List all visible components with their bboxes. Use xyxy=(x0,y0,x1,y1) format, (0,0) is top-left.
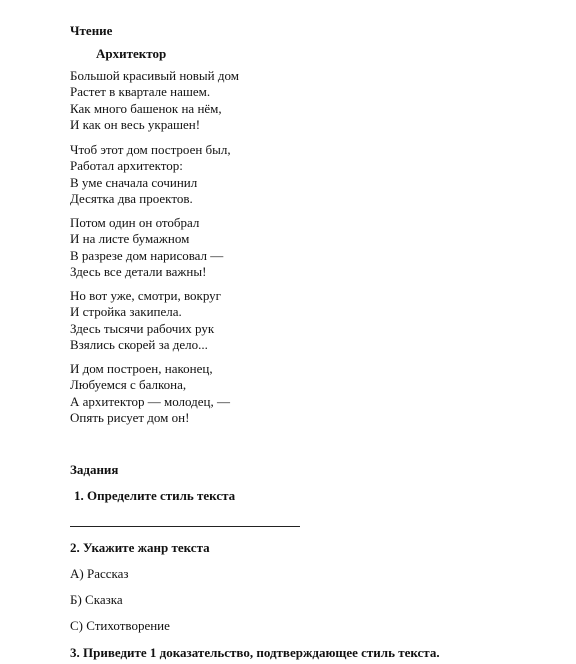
poem-line: Здесь все детали важны! xyxy=(70,264,207,280)
section-title: Чтение xyxy=(70,23,113,38)
poem-stanza xyxy=(70,68,239,134)
poem-line: И стройка закипела. xyxy=(70,304,182,320)
poem-line: Любуемся с балкона, xyxy=(70,377,187,393)
poem-line: Как много башенок на нём, xyxy=(70,100,222,116)
poem-line: В уме сначала сочинил xyxy=(70,174,198,190)
question-1: 1. Определите стиль текста xyxy=(74,488,236,503)
poem-stanza xyxy=(70,215,223,281)
option-b: Б) Сказка xyxy=(70,592,123,607)
poem-line: Десятка два проектов. xyxy=(70,191,193,207)
poem-line: И как он весь украшен! xyxy=(70,117,201,133)
poem-stanza xyxy=(70,361,230,427)
tasks-heading: Задания xyxy=(70,462,119,477)
poem-line: Взялись скорей за дело... xyxy=(70,337,208,353)
poem-title: Архитектор xyxy=(96,46,167,61)
poem-line: Здесь тысячи рабочих рук xyxy=(70,320,215,336)
poem-stanza xyxy=(70,288,221,354)
poem-line: Чтоб этот дом построен был, xyxy=(70,142,231,157)
option-c: С) Стихотворение xyxy=(70,618,170,633)
poem-line: Работал архитектор: xyxy=(70,158,183,174)
poem-line: А архитектор — молодец, — xyxy=(70,393,230,409)
poem-line: Но вот уже, смотри, вокруг xyxy=(70,288,222,303)
poem-line: Растет в квартале нашем. xyxy=(70,84,211,100)
question-2: 2. Укажите жанр текста xyxy=(70,540,210,555)
poem-line: И на листе бумажном xyxy=(70,231,190,247)
question-3: 3. Приведите 1 доказательство, подтверждающее стиль текста. xyxy=(70,645,440,660)
poem-stanza xyxy=(70,142,231,208)
answer-line xyxy=(70,526,300,527)
option-a: А) Рассказ xyxy=(70,566,129,581)
poem-line: Потом один он отобрал xyxy=(70,215,200,230)
poem-line: В разрезе дом нарисовал — xyxy=(70,247,224,263)
poem-line: Большой красивый новый дом xyxy=(70,68,239,83)
poem-line: И дом построен, наконец, xyxy=(70,361,213,376)
poem-line: Опять рисует дом он! xyxy=(70,410,190,426)
